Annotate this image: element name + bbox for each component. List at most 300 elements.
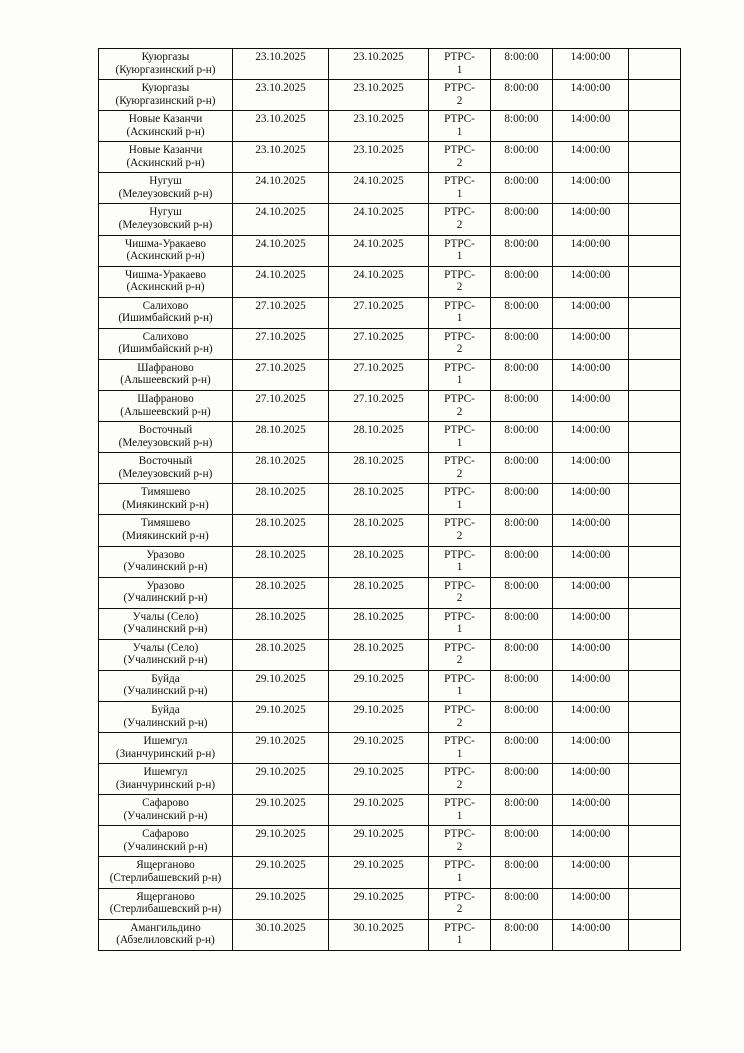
schedule-table <box>98 48 681 951</box>
cell-start-time: 8:00:00 <box>491 639 553 670</box>
cell-end-date: 29.10.2025 <box>329 857 429 888</box>
location-region: (Аскинский р-н) <box>126 250 205 263</box>
cell-notes <box>629 701 681 732</box>
cell-location <box>99 173 233 204</box>
cell-start-time: 8:00:00 <box>491 484 553 515</box>
table-row <box>99 204 681 235</box>
location-region: (Учалинский р-н) <box>123 809 208 822</box>
cell-network <box>429 422 491 453</box>
network-number: 2 <box>456 778 463 791</box>
cell-start-date: 28.10.2025 <box>233 484 329 515</box>
cell-network <box>429 795 491 826</box>
cell-end-time: 14:00:00 <box>553 422 629 453</box>
cell-start-date: 27.10.2025 <box>233 391 329 422</box>
network-prefix: РТРС- <box>444 486 475 499</box>
location-name: Учалы (Село) <box>132 641 199 654</box>
location-name: Уразово <box>146 579 185 592</box>
cell-start-date: 28.10.2025 <box>233 608 329 639</box>
table-row <box>99 515 681 546</box>
cell-network <box>429 328 491 359</box>
network-prefix: РТРС- <box>444 330 475 343</box>
cell-end-date: 24.10.2025 <box>329 235 429 266</box>
location-name: Шафраново <box>137 393 194 406</box>
cell-location <box>99 328 233 359</box>
cell-end-time: 14:00:00 <box>553 297 629 328</box>
location-region: (Учалинский р-н) <box>123 685 208 698</box>
cell-start-date: 23.10.2025 <box>233 111 329 142</box>
location-name: Буйда <box>151 672 180 685</box>
cell-notes <box>629 484 681 515</box>
cell-start-date: 24.10.2025 <box>233 235 329 266</box>
location-region: (Мелеузовский р-н) <box>118 219 213 232</box>
cell-network <box>429 733 491 764</box>
cell-start-date: 29.10.2025 <box>233 826 329 857</box>
cell-end-time: 14:00:00 <box>553 857 629 888</box>
table-row <box>99 764 681 795</box>
cell-start-time: 8:00:00 <box>491 608 553 639</box>
network-number: 1 <box>456 436 463 449</box>
location-region: (Учалинский р-н) <box>123 840 208 853</box>
cell-end-time: 14:00:00 <box>553 266 629 297</box>
cell-end-time: 14:00:00 <box>553 701 629 732</box>
location-name: Ящерганово <box>136 859 195 872</box>
cell-end-time: 14:00:00 <box>553 546 629 577</box>
cell-start-date: 29.10.2025 <box>233 764 329 795</box>
table-row <box>99 919 681 950</box>
cell-start-time: 8:00:00 <box>491 235 553 266</box>
cell-start-time: 8:00:00 <box>491 173 553 204</box>
network-number: 1 <box>456 250 463 263</box>
cell-end-time: 14:00:00 <box>553 795 629 826</box>
cell-start-date: 23.10.2025 <box>233 80 329 111</box>
cell-start-time: 8:00:00 <box>491 297 553 328</box>
location-region: (Аскинский р-н) <box>126 125 205 138</box>
cell-notes <box>629 888 681 919</box>
cell-network <box>429 826 491 857</box>
location-region: (Куюргазинский р-н) <box>115 63 216 76</box>
cell-end-date: 27.10.2025 <box>329 328 429 359</box>
cell-end-time: 14:00:00 <box>553 204 629 235</box>
cell-location <box>99 80 233 111</box>
cell-end-time: 14:00:00 <box>553 235 629 266</box>
cell-start-time: 8:00:00 <box>491 577 553 608</box>
network-prefix: РТРС- <box>444 548 475 561</box>
cell-network <box>429 453 491 484</box>
table-row <box>99 857 681 888</box>
cell-network <box>429 577 491 608</box>
network-number: 1 <box>456 623 463 636</box>
network-prefix: РТРС- <box>444 206 475 219</box>
location-region: (Мелеузовский р-н) <box>118 436 213 449</box>
cell-end-date: 29.10.2025 <box>329 795 429 826</box>
cell-end-date: 28.10.2025 <box>329 484 429 515</box>
table-row <box>99 670 681 701</box>
table-row <box>99 888 681 919</box>
network-number: 2 <box>456 281 463 294</box>
cell-location <box>99 546 233 577</box>
cell-start-time: 8:00:00 <box>491 919 553 950</box>
table-row <box>99 391 681 422</box>
network-number: 1 <box>456 312 463 325</box>
cell-end-date: 29.10.2025 <box>329 888 429 919</box>
cell-start-time: 8:00:00 <box>491 670 553 701</box>
cell-end-time: 14:00:00 <box>553 173 629 204</box>
cell-location <box>99 733 233 764</box>
cell-network <box>429 359 491 390</box>
cell-location <box>99 701 233 732</box>
cell-start-date: 29.10.2025 <box>233 733 329 764</box>
cell-network <box>429 111 491 142</box>
cell-start-time: 8:00:00 <box>491 328 553 359</box>
cell-location <box>99 142 233 173</box>
location-region: (Стерлибашевский р-н) <box>109 871 222 884</box>
location-name: Сафарово <box>142 797 189 810</box>
network-prefix: РТРС- <box>444 237 475 250</box>
cell-notes <box>629 422 681 453</box>
cell-notes <box>629 857 681 888</box>
location-region: (Аскинский р-н) <box>126 156 205 169</box>
network-number: 2 <box>456 94 463 107</box>
network-number: 2 <box>456 592 463 605</box>
location-name: Куюргазы <box>141 82 190 95</box>
cell-start-date: 24.10.2025 <box>233 204 329 235</box>
cell-location <box>99 764 233 795</box>
cell-notes <box>629 639 681 670</box>
table-row <box>99 546 681 577</box>
cell-network <box>429 919 491 950</box>
cell-end-time: 14:00:00 <box>553 888 629 919</box>
cell-notes <box>629 670 681 701</box>
cell-end-date: 27.10.2025 <box>329 391 429 422</box>
network-number: 2 <box>456 156 463 169</box>
table-row <box>99 266 681 297</box>
cell-start-time: 8:00:00 <box>491 359 553 390</box>
schedule-table-body <box>99 49 681 951</box>
cell-network <box>429 515 491 546</box>
cell-location <box>99 422 233 453</box>
cell-network <box>429 639 491 670</box>
cell-network <box>429 857 491 888</box>
cell-notes <box>629 80 681 111</box>
cell-network <box>429 608 491 639</box>
cell-end-time: 14:00:00 <box>553 359 629 390</box>
network-prefix: РТРС- <box>444 735 475 748</box>
cell-start-date: 23.10.2025 <box>233 49 329 80</box>
table-row <box>99 297 681 328</box>
cell-notes <box>629 391 681 422</box>
cell-notes <box>629 266 681 297</box>
cell-location <box>99 639 233 670</box>
cell-location <box>99 359 233 390</box>
cell-start-date: 28.10.2025 <box>233 639 329 670</box>
cell-location <box>99 453 233 484</box>
cell-network <box>429 391 491 422</box>
cell-location <box>99 857 233 888</box>
location-name: Сафарово <box>142 828 189 841</box>
cell-end-time: 14:00:00 <box>553 453 629 484</box>
cell-network <box>429 204 491 235</box>
cell-end-time: 14:00:00 <box>553 764 629 795</box>
cell-location <box>99 484 233 515</box>
cell-end-time: 14:00:00 <box>553 111 629 142</box>
cell-end-time: 14:00:00 <box>553 608 629 639</box>
cell-location <box>99 826 233 857</box>
cell-start-time: 8:00:00 <box>491 795 553 826</box>
cell-network <box>429 297 491 328</box>
cell-notes <box>629 546 681 577</box>
cell-end-date: 24.10.2025 <box>329 173 429 204</box>
network-prefix: РТРС- <box>444 268 475 281</box>
location-region: (Мелеузовский р-н) <box>118 467 213 480</box>
network-number: 2 <box>456 716 463 729</box>
cell-end-date: 24.10.2025 <box>329 266 429 297</box>
cell-network <box>429 701 491 732</box>
cell-start-date: 29.10.2025 <box>233 888 329 919</box>
cell-notes <box>629 919 681 950</box>
network-number: 1 <box>456 561 463 574</box>
table-row <box>99 608 681 639</box>
table-row <box>99 577 681 608</box>
cell-end-date: 23.10.2025 <box>329 142 429 173</box>
cell-start-date: 28.10.2025 <box>233 546 329 577</box>
network-number: 2 <box>456 467 463 480</box>
cell-start-time: 8:00:00 <box>491 857 553 888</box>
location-region: (Миякинский р-н) <box>122 498 209 511</box>
cell-start-date: 28.10.2025 <box>233 515 329 546</box>
cell-location <box>99 235 233 266</box>
location-region: (Альшеевский р-н) <box>120 405 211 418</box>
location-name: Чишма-Уракаево <box>124 237 207 250</box>
cell-start-time: 8:00:00 <box>491 111 553 142</box>
network-prefix: РТРС- <box>444 828 475 841</box>
network-prefix: РТРС- <box>444 921 475 934</box>
cell-notes <box>629 204 681 235</box>
table-row <box>99 142 681 173</box>
cell-end-date: 28.10.2025 <box>329 608 429 639</box>
cell-end-time: 14:00:00 <box>553 484 629 515</box>
cell-location <box>99 49 233 80</box>
network-number: 1 <box>456 934 463 947</box>
table-row <box>99 49 681 80</box>
location-name: Куюргазы <box>141 51 190 63</box>
cell-end-date: 29.10.2025 <box>329 701 429 732</box>
cell-start-time: 8:00:00 <box>491 80 553 111</box>
cell-notes <box>629 142 681 173</box>
location-region: (Миякинский р-н) <box>122 529 209 542</box>
location-name: Ящерганово <box>136 890 195 903</box>
network-number: 2 <box>456 343 463 356</box>
table-row <box>99 111 681 142</box>
cell-start-time: 8:00:00 <box>491 826 553 857</box>
cell-end-time: 14:00:00 <box>553 391 629 422</box>
cell-end-time: 14:00:00 <box>553 142 629 173</box>
cell-end-date: 27.10.2025 <box>329 359 429 390</box>
cell-network <box>429 49 491 80</box>
cell-start-date: 24.10.2025 <box>233 266 329 297</box>
cell-end-date: 28.10.2025 <box>329 453 429 484</box>
location-region: (Ишимбайский р-н) <box>118 343 213 356</box>
cell-end-time: 14:00:00 <box>553 80 629 111</box>
location-region: (Зианчуринский р-н) <box>115 747 216 760</box>
network-number: 2 <box>456 840 463 853</box>
cell-end-date: 28.10.2025 <box>329 515 429 546</box>
table-row <box>99 422 681 453</box>
cell-start-date: 27.10.2025 <box>233 359 329 390</box>
network-prefix: РТРС- <box>444 517 475 530</box>
cell-network <box>429 142 491 173</box>
cell-start-time: 8:00:00 <box>491 142 553 173</box>
location-name: Тимяшево <box>140 517 191 530</box>
cell-location <box>99 515 233 546</box>
cell-location <box>99 577 233 608</box>
location-name: Новые Казанчи <box>128 113 203 126</box>
table-row <box>99 484 681 515</box>
cell-end-date: 23.10.2025 <box>329 49 429 80</box>
network-number: 1 <box>456 187 463 200</box>
cell-end-date: 23.10.2025 <box>329 111 429 142</box>
location-region: (Мелеузовский р-н) <box>118 187 213 200</box>
cell-end-date: 30.10.2025 <box>329 919 429 950</box>
cell-end-time: 14:00:00 <box>553 826 629 857</box>
cell-location <box>99 266 233 297</box>
cell-end-date: 28.10.2025 <box>329 639 429 670</box>
cell-end-date: 23.10.2025 <box>329 80 429 111</box>
location-region: (Куюргазинский р-н) <box>115 94 216 107</box>
network-number: 1 <box>456 498 463 511</box>
network-prefix: РТРС- <box>444 890 475 903</box>
cell-notes <box>629 173 681 204</box>
location-name: Ишемгул <box>143 766 188 779</box>
cell-end-time: 14:00:00 <box>553 670 629 701</box>
cell-location <box>99 795 233 826</box>
location-region: (Учалинский р-н) <box>123 716 208 729</box>
table-row <box>99 173 681 204</box>
network-prefix: РТРС- <box>444 797 475 810</box>
cell-notes <box>629 795 681 826</box>
cell-location <box>99 919 233 950</box>
location-name: Салихово <box>142 330 189 343</box>
network-prefix: РТРС- <box>444 299 475 312</box>
cell-start-time: 8:00:00 <box>491 515 553 546</box>
location-region: (Учалинский р-н) <box>123 561 208 574</box>
table-row <box>99 701 681 732</box>
cell-network <box>429 670 491 701</box>
cell-start-date: 29.10.2025 <box>233 701 329 732</box>
location-region: (Ишимбайский р-н) <box>118 312 213 325</box>
cell-end-time: 14:00:00 <box>553 577 629 608</box>
network-prefix: РТРС- <box>444 424 475 437</box>
cell-notes <box>629 577 681 608</box>
cell-end-time: 14:00:00 <box>553 919 629 950</box>
cell-start-date: 23.10.2025 <box>233 142 329 173</box>
cell-notes <box>629 328 681 359</box>
cell-start-time: 8:00:00 <box>491 204 553 235</box>
location-name: Нугуш <box>149 175 182 188</box>
cell-start-date: 29.10.2025 <box>233 857 329 888</box>
network-prefix: РТРС- <box>444 82 475 95</box>
cell-notes <box>629 297 681 328</box>
cell-start-date: 27.10.2025 <box>233 297 329 328</box>
cell-end-date: 28.10.2025 <box>329 577 429 608</box>
location-region: (Зианчуринский р-н) <box>115 778 216 791</box>
network-prefix: РТРС- <box>444 455 475 468</box>
network-prefix: РТРС- <box>444 641 475 654</box>
cell-network <box>429 80 491 111</box>
network-number: 2 <box>456 529 463 542</box>
location-name: Салихово <box>142 299 189 312</box>
cell-start-time: 8:00:00 <box>491 701 553 732</box>
table-row <box>99 328 681 359</box>
network-number: 1 <box>456 809 463 822</box>
cell-notes <box>629 49 681 80</box>
location-name: Нугуш <box>149 206 182 219</box>
cell-network <box>429 266 491 297</box>
cell-end-date: 28.10.2025 <box>329 546 429 577</box>
network-number: 1 <box>456 871 463 884</box>
network-prefix: РТРС- <box>444 393 475 406</box>
table-row <box>99 453 681 484</box>
network-number: 1 <box>456 685 463 698</box>
network-number: 1 <box>456 125 463 138</box>
cell-notes <box>629 235 681 266</box>
table-row <box>99 80 681 111</box>
cell-end-time: 14:00:00 <box>553 49 629 80</box>
cell-notes <box>629 515 681 546</box>
network-prefix: РТРС- <box>444 51 475 63</box>
network-prefix: РТРС- <box>444 579 475 592</box>
cell-end-date: 29.10.2025 <box>329 670 429 701</box>
cell-start-date: 28.10.2025 <box>233 453 329 484</box>
network-number: 1 <box>456 374 463 387</box>
cell-start-time: 8:00:00 <box>491 391 553 422</box>
network-number: 2 <box>456 219 463 232</box>
cell-network <box>429 546 491 577</box>
table-row <box>99 733 681 764</box>
cell-location <box>99 204 233 235</box>
cell-end-date: 27.10.2025 <box>329 297 429 328</box>
cell-start-date: 24.10.2025 <box>233 173 329 204</box>
cell-notes <box>629 453 681 484</box>
network-prefix: РТРС- <box>444 610 475 623</box>
cell-end-date: 24.10.2025 <box>329 204 429 235</box>
cell-end-date: 29.10.2025 <box>329 733 429 764</box>
cell-notes <box>629 359 681 390</box>
schedule-table-wrapper <box>98 48 660 951</box>
network-prefix: РТРС- <box>444 361 475 374</box>
cell-start-time: 8:00:00 <box>491 49 553 80</box>
cell-start-time: 8:00:00 <box>491 546 553 577</box>
cell-end-date: 28.10.2025 <box>329 422 429 453</box>
table-row <box>99 639 681 670</box>
cell-start-date: 30.10.2025 <box>233 919 329 950</box>
network-number: 2 <box>456 654 463 667</box>
cell-start-date: 28.10.2025 <box>233 422 329 453</box>
network-prefix: РТРС- <box>444 766 475 779</box>
network-number: 2 <box>456 903 463 916</box>
cell-start-time: 8:00:00 <box>491 733 553 764</box>
location-name: Чишма-Уракаево <box>124 268 207 281</box>
cell-start-time: 8:00:00 <box>491 453 553 484</box>
location-region: (Альшеевский р-н) <box>120 374 211 387</box>
network-prefix: РТРС- <box>444 703 475 716</box>
location-name: Уразово <box>146 548 185 561</box>
cell-location <box>99 670 233 701</box>
cell-network <box>429 173 491 204</box>
cell-network <box>429 764 491 795</box>
cell-notes <box>629 764 681 795</box>
location-region: (Учалинский р-н) <box>123 654 208 667</box>
cell-notes <box>629 733 681 764</box>
